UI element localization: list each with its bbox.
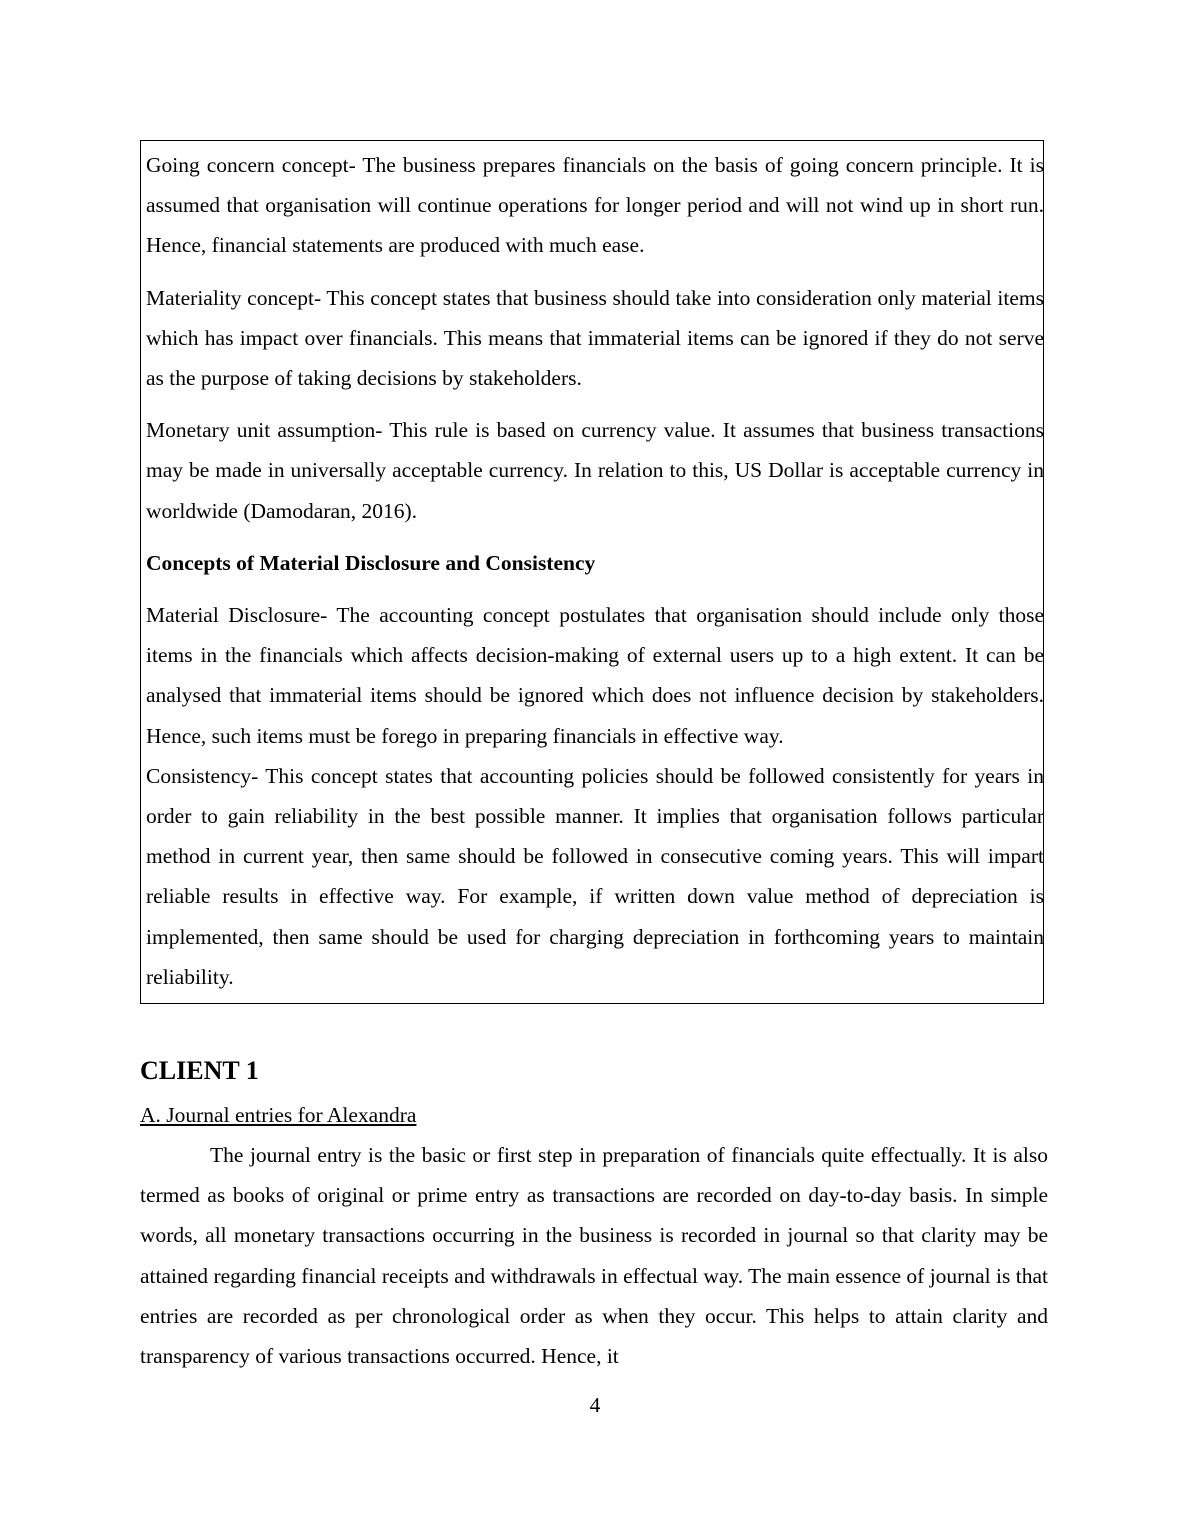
going-concern-paragraph: Going concern concept- The business prepares financials on the basis of going concern principle. It is assumed that organisation will continue operations for longer period and will not wind up in short run. Hence, financial statements are produced with much ease. — [146, 153, 1044, 258]
monetary-unit-paragraph: Monetary unit assumption- This rule is based on currency value. It assumes that business transactions may be made in universally acceptable currency. In relation to this, US Dollar is acceptable currency in worldwide (Damodaran, 2016). — [146, 418, 1044, 523]
journal-entries-subheading: A. Journal entries for Alexandra — [140, 1103, 417, 1127]
concepts-text-box — [140, 140, 1044, 1004]
page-number: 4 — [589, 1393, 601, 1417]
materiality-paragraph: Materiality concept- This concept states that business should take into consideration only material items which has impact over financials. This means that immaterial items can be ignored if they do not serve as the purpose of taking decisions by stakeholders. — [146, 285, 1044, 391]
material-disclosure-paragraph: Material Disclosure- The accounting concept postulates that organisation should include only those items in the financials which affects decision-making of external users up to a high extent. It can be analysed that immaterial items should be ignored which does not influence decision by stakeholders. Hence, such items must be forego in preparing financials in effective way. — [146, 603, 1044, 748]
disclosure-consistency-heading: Concepts of Material Disclosure and Consistency — [146, 550, 596, 575]
client-heading: CLIENT 1 — [140, 1056, 259, 1085]
journal-entry-paragraph: The journal entry is the basic or first step in preparation of financials quite effectually. It is also termed as books of original or prime entry as transactions are recorded on day-to-day basis. In simple words, all monetary transactions occurring in the business is recorded in journal so that clarity may be attained regarding financial receipts and withdrawals in effectual way. The main essence of journal is that entries are recorded as per chronological order as when they occur. This helps to attain clarity and transparency of various transactions occurred. Hence, it — [140, 1143, 1048, 1369]
consistency-paragraph: Consistency- This concept states that accounting policies should be followed consistently for years in order to gain reliability in the best possible manner. It implies that organisation follows particular method in current year, then same should be followed in consecutive coming years. This will impart reliable results in effective way. For example, if written down value method of depreciation is implemented, then same should be used for charging depreciation in forthcoming years to maintain reliability. — [146, 763, 1044, 989]
